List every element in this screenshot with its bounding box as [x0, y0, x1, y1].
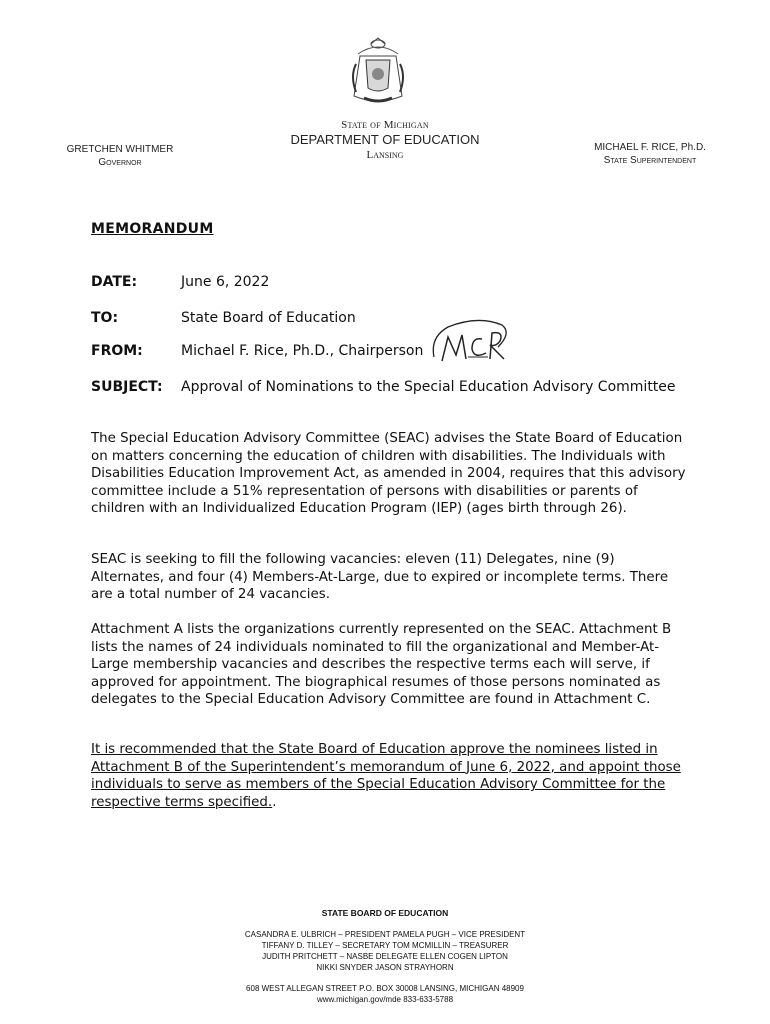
handwritten-signature	[428, 317, 510, 369]
board-members-line-4: NIKKI SNYDER JASON STRAYHORN	[316, 963, 454, 972]
recommendation-text: It is recommended that the State Board of Education approve the nominees listed in Attachment B of the Superintendent’s memorandum of June 6, 2022, and appoint those individuals to serve as members of the Special Education Advisory Committee for the respective terms specified.	[91, 742, 681, 810]
board-members-line-2: TIFFANY D. TILLEY – SECRETARY TOM MCMILLIN – TREASURER	[261, 941, 509, 950]
memo-heading: MEMORANDUM	[91, 221, 214, 237]
footer-address	[185, 983, 585, 1005]
governor-name: GRETCHEN WHITMER	[66, 144, 174, 155]
address-line-2: www.michigan.gov/mde 833-633-5788	[316, 995, 454, 1004]
department-name: DEPARTMENT OF EDUCATION	[290, 132, 480, 147]
footer-board-title: STATE BOARD OF EDUCATION	[321, 908, 449, 918]
letterhead-center	[235, 119, 535, 161]
to-label: TO:	[91, 310, 119, 326]
paragraph-recommendation	[91, 741, 687, 811]
city-name: Lansing	[366, 149, 404, 161]
board-members-line-1: CASANDRA E. ULBRICH – PRESIDENT PAMELA PUGH – VICE PRESIDENT	[244, 930, 526, 939]
paragraph-vacancies: SEAC is seeking to fill the following vacancies: eleven (11) Delegates, nine (9) Alternates, and four (4) Members-At-Large, due to expired or incomplete terms. There are a total number of 24 vacancies.	[91, 552, 669, 602]
from-value: Michael F. Rice, Ph.D., Chairperson	[181, 343, 424, 359]
to-value: State Board of Education	[181, 310, 356, 326]
date-label: DATE:	[91, 274, 138, 290]
recommendation-period: .	[272, 794, 277, 810]
michigan-state-seal	[344, 36, 412, 108]
state-name: State of Michigan	[341, 119, 429, 131]
date-value: June 6, 2022	[181, 274, 270, 290]
subject-value: Approval of Nominations to the Special Education Advisory Committee	[181, 379, 676, 395]
address-line-1: 608 WEST ALLEGAN STREET P.O. BOX 30008 LANSING, MICHIGAN 48909	[246, 984, 524, 993]
paragraph-seac-overview: The Special Education Advisory Committee (SEAC) advises the State Board of Education on matters concerning the education of children with disabilities. The Individuals with Disabilities Education Improvement Act, as amended in 2004, requires that this advisory committee include a 51% representation of persons with disabilities or parents of children with an Individualized Education Program (IEP) (ages birth through 26).	[91, 431, 686, 516]
superintendent-title: State Superintendent	[603, 155, 697, 166]
footer-board-members	[185, 929, 585, 973]
superintendent-name: MICHAEL F. RICE, Ph.D.	[594, 142, 706, 153]
board-members-line-3: JUDITH PRITCHETT – NASBE DELEGATE ELLEN COGEN LIPTON	[262, 952, 508, 961]
subject-label: SUBJECT:	[91, 379, 163, 395]
superintendent-block	[585, 142, 715, 166]
from-label: FROM:	[91, 343, 143, 359]
governor-block	[60, 144, 180, 168]
paragraph-attachments: Attachment A lists the organizations currently represented on the SEAC. Attachment B lists the names of 24 individuals nominated to fill the organizational and Member-At-Large membership vacancies and describes the respective terms each will serve, if approved for appointment. The biographical resumes of those persons nominated as delegates to the Special Education Advisory Committee are found in Attachment C.	[91, 622, 672, 707]
governor-title: Governor	[98, 157, 142, 168]
